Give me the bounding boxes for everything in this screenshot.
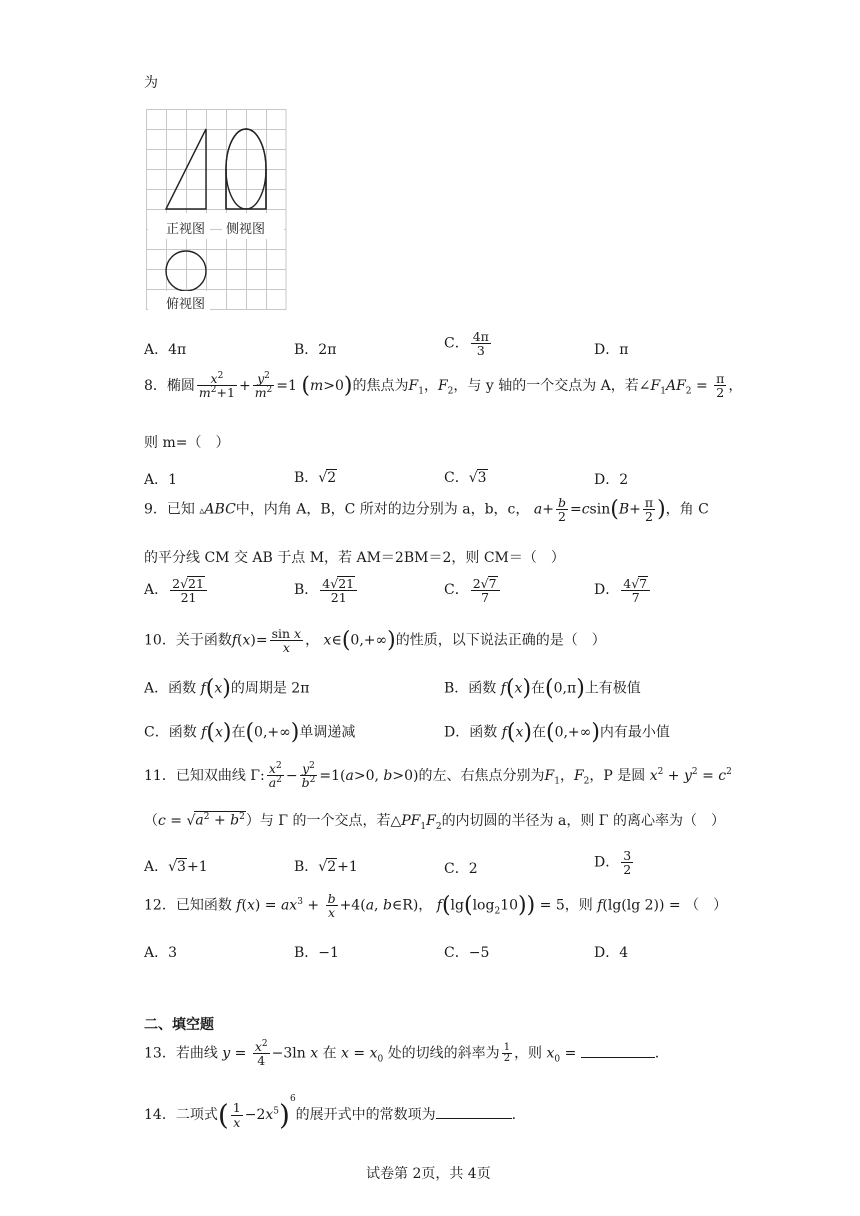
q14-stem: 14．二项式( $\frac{1}{x}$ $-2x^5)^6$的展开式中的常数项为 . (144, 1094, 517, 1132)
q12-option-d: D．4 (594, 945, 629, 961)
q8-option-a: A．1 (144, 472, 178, 488)
q9-option-b: B． $\frac{4√21}{21}$ (294, 576, 359, 604)
section-heading-fill-in: 二、填空题 (144, 1017, 214, 1033)
q9-option-c: C． $\frac{2√7}{7}$ (444, 576, 502, 604)
q11-stem-line2: $(c = √a^2 + b^2)$与 Γ 的一个交点，若$\triangle PF_1F_2$的内切圆的半径为 a，则 Γ 的离心率为（ ） (144, 812, 725, 832)
q8-option-d: D．2 (594, 472, 629, 488)
q7-option-c: C． $\frac{4\pi}{3}$ (444, 329, 489, 359)
q10-option-c: C．函数 f(x)在(0,+∞)单调递减 (144, 720, 356, 745)
q14-answer-blank[interactable] (436, 1106, 512, 1119)
q11-stem-line1: 11．已知双曲线 Γ: $\frac{x^2}{a^2}$ − $\frac{y^2}{b^2}$ =1(a>0, b>0)的左、右焦点分别为$F_1$，$F_2$，P 是圆 $x^2 + y^2 = c^2$ (144, 761, 732, 791)
q10-option-a: A．函数 f(x)的周期是 2π (144, 676, 310, 701)
page-footer: 试卷第 2页，共 4页 (366, 1166, 491, 1182)
q12-option-b: B．−1 (294, 945, 339, 961)
q10-stem: 10．关于函数f(x)= $\frac{\text{sin x}}{x}$ ， x∈(0,+∞)的性质，以下说法正确的是（ ） (144, 626, 606, 656)
q10-option-d: D．函数 f(x)在(0,+∞)内有最小值 (444, 720, 670, 745)
front-view-label: 正视图 (166, 222, 206, 237)
q11-option-b: B．√2+1 (294, 859, 358, 875)
q7-option-a: A．4π (144, 342, 187, 358)
q11-option-a: A．√3+1 (144, 859, 208, 875)
q11-option-d: D． $\frac{3}{2}$ (594, 848, 632, 878)
q7-option-b: B．2π (294, 342, 337, 358)
q13-stem: 13．若曲线 y = $\frac{x^2}{4}$ −3ln x 在 $x = x_0$ 处的切线的斜率为 $\frac{1}{2}$ ，则 $x_0$ = . (144, 1039, 660, 1069)
three-view-figure (146, 109, 288, 313)
q10-option-b: B．函数 f(x)在(0,π)上有极值 (444, 676, 641, 701)
q8-option-b: B．√2 (294, 470, 337, 486)
q9-option-d: D． $\frac{4√7}{7}$ (594, 576, 652, 604)
q13-answer-blank[interactable] (581, 1045, 655, 1058)
q9-option-a: A． $\frac{2√21}{21}$ (144, 576, 209, 604)
q9-stem-line2: 的平分线 CM 交 AB 于点 M，若 AM＝2BM＝2，则 CM＝（ ） (144, 550, 565, 566)
q8-option-c: C．√3 (444, 470, 487, 486)
q8-stem-line1: 8．椭圆 $\frac{x^2}{m^2+1}$ + $\frac{y^2}{m^2}$ =1 (m>0)的焦点为$F_1$，$F_2$，与 y 轴的一个交点为 A，若$\angle F_1AF_2$ = $\frac{\pi}{2}$ ， (144, 371, 743, 401)
q12-option-c: C．−5 (444, 945, 490, 961)
q12-stem: 12．已知函数 $f(x) = ax^3$ + $\frac{b}{x}$ +4(a, b∈R)， $f(\lg(\log_210)) = 5$，则 f(lg(lg 2)) = （ ） (144, 891, 728, 921)
q8-stem-line2: 则 m=（ ） (144, 435, 230, 451)
q9-stem-line1: 9．已知 ▵ABC中，内角 A，B，C 所对的边分别为 a，b，c， a+ $\frac{b}{2}$ =csin(B+ $\frac{\pi}{2}$ )，角 C (144, 495, 709, 525)
continuation-text: 为 (144, 75, 158, 91)
q7-option-d: D．π (594, 342, 629, 358)
q11-option-c: C．2 (444, 861, 478, 877)
top-view-label: 俯视图 (166, 297, 206, 312)
side-view-label: 侧视图 (226, 222, 266, 237)
q12-option-a: A．3 (144, 945, 178, 961)
